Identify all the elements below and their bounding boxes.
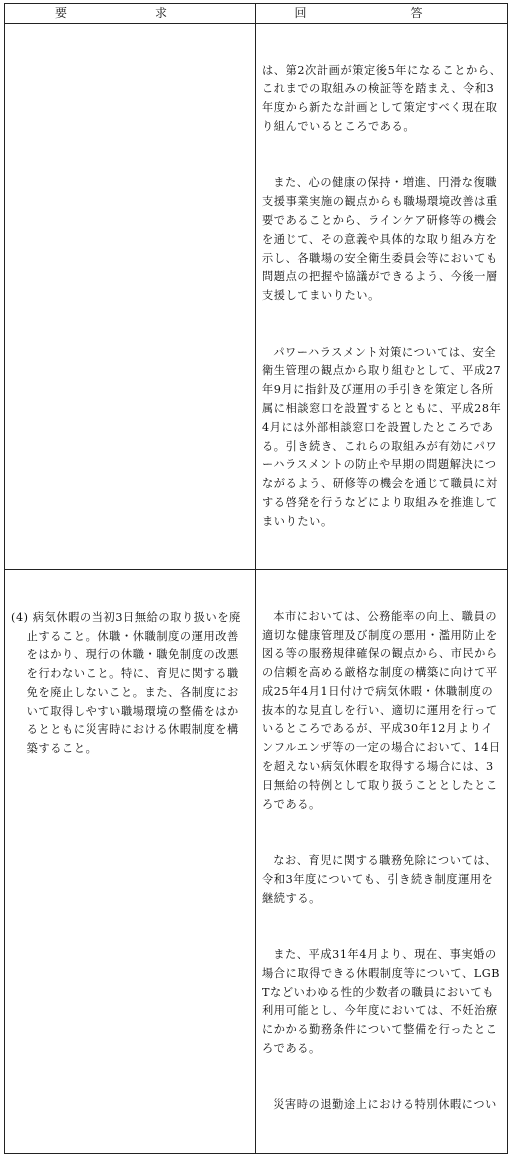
table-row <box>5 570 508 1154</box>
answer-paragraph: なお、育児に関する職務免除については、令和3年度についても、引き続き制度運用を継続する。 <box>262 854 497 905</box>
answer-cell <box>256 570 508 1154</box>
request-cell-empty <box>5 24 256 570</box>
answer-paragraph: また、心の健康の保持・増進、円滑な復職支援事業実施の観点からも職場環境改善は重要であることから、ラインケア研修等の機会を通じて、その意義や具体的な取り組み方を示し、各職場の安全衛生委員会等においても問題点の把握や協議ができるよう、今後一層支援してまいりたい。 <box>262 176 498 303</box>
table-header-row <box>5 4 508 24</box>
header-answer: 回 答 <box>256 4 508 24</box>
answer-paragraph: 本市においては、公務能率の向上、職員の適切な健康管理及び制度の悪用・濫用防止を図る等の服務規律確保の観点から、市民からの信頼を高める厳格な制度の構築に向けて平成25年4月1日付けで病気休暇・休職制度の抜本的な見直しを行い、適切に運用を行っているところであるが、平成30年12月よりインフルエンザ等の一定の場合において、14日を超えない病気休暇を取得する場合には、3日無給の特例として取り扱うこととしたところである。 <box>262 609 501 811</box>
answer-paragraph: は、第2次計画が策定後5年になることから、これまでの取組みの検証等を踏まえ、令和3年度から新たな計画として策定すべく現在取り組んでいるところである。 <box>262 63 502 133</box>
header-request: 要 求 <box>5 4 256 24</box>
answer-cell <box>256 24 508 570</box>
request-cell <box>5 570 256 1154</box>
answer-paragraph: 災害時の退勤途上における特別休暇につい <box>273 1098 497 1112</box>
answer-paragraph: また、平成31年4月より、現在、事実婚の場合に取得できる休暇制度等について、LGBTなどいわゆる性的少数者の職員においても利用可能とし、今年度においては、不妊治療にかかる勤務条件について整備を行ったところである。 <box>262 948 501 1056</box>
request-text: (4) 病気休暇の当初3日無給の取り扱いを廃止すること。休職・休職制度の運用改善をはかり、現行の休職・職免制度の改悪を行わないこと。特に、育児に関する職免を廃止しないこと。また、各制度において取得しやすい職場環境の整備をはかるとともに災害時における休暇制度を構築すること。 <box>11 610 241 756</box>
request-answer-table <box>4 3 508 1154</box>
table-row <box>5 24 508 570</box>
document-page <box>4 3 507 1112</box>
answer-paragraph: パワーハラスメント対策については、安全衛生管理の観点から取り組むとして、平成27年9月に指針及び運用の手引きを策定し各所属に相談窓口を設置するとともに、平成28年4月には外部相談窓口を設置したところである。引き続き、これらの取組みが有効にパワーハラスメントの防止や早期の問題解決につながるよう、研修等の機会を通じて職員に対する啓発を行うなどにより取組みを推進してまいりたい。 <box>262 345 502 528</box>
